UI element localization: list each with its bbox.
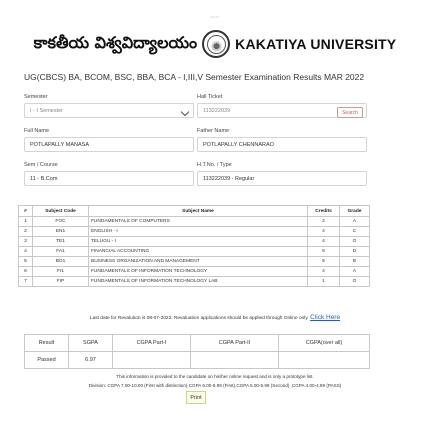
- grades-header-row: [19, 206, 370, 217]
- english-title: KAKATIYA UNIVERSITY: [235, 36, 397, 52]
- subject-code: BO1: [33, 257, 89, 267]
- grade: A: [340, 267, 370, 277]
- cgpa-part2-value: [191, 352, 279, 369]
- full-name-field: [24, 128, 194, 152]
- cgpa-overall-value: [279, 352, 370, 369]
- summary-header-row: [25, 335, 370, 352]
- sem-course-field: [24, 162, 194, 186]
- subject-name: FUNDAMENTALS OF COMPUTERS: [89, 217, 308, 227]
- subject-code: FI1: [33, 267, 89, 277]
- col-header-number: #: [19, 206, 33, 217]
- credits: 4: [308, 237, 340, 247]
- semester-value: I - I Semester: [30, 107, 64, 114]
- grade: D: [340, 247, 370, 257]
- semester-select[interactable]: [24, 103, 194, 118]
- print-button[interactable]: Print: [186, 391, 206, 404]
- row-number: 7: [19, 277, 33, 287]
- revaluation-notice: [0, 314, 430, 321]
- subject-name: BUSINESS ORGANIZATION AND MANAGEMENT: [89, 257, 308, 267]
- result-summary-table: [24, 334, 370, 369]
- sem-course-value: 11 - B.Com: [30, 175, 58, 182]
- row-number: 4: [19, 247, 33, 257]
- summary-header-cgpa-part2: CGPA Part-II: [191, 335, 279, 352]
- revaluation-text: Last date for Revalution is 08-07-2022. Revaluation applications should be applied through Online only.: [89, 316, 309, 321]
- semester-field: [24, 94, 194, 118]
- sem-course-input[interactable]: [24, 171, 194, 186]
- table-row: [19, 217, 370, 227]
- row-number: 5: [19, 257, 33, 267]
- sgpa-value: 6.97: [69, 352, 113, 369]
- subject-code: TE1: [33, 237, 89, 247]
- credits: 5: [308, 257, 340, 267]
- grade: O: [340, 277, 370, 287]
- table-row: [19, 227, 370, 237]
- hall-ticket-field: [197, 94, 367, 118]
- hall-ticket-label: Hall Ticket: [197, 94, 223, 100]
- top-mark: •••••: [210, 14, 220, 19]
- htno-type-input[interactable]: [197, 171, 367, 186]
- full-name-label: Full Name: [24, 128, 50, 134]
- telugu-title: కాకతీయ విశ్వవిద్యాలయం: [33, 32, 198, 52]
- table-row: [19, 237, 370, 247]
- subject-name: FUNDAMENTALS OF INFORMATION TECHNOLOGY LAB: [89, 277, 308, 287]
- credits: 4: [308, 267, 340, 277]
- subject-name: FUNDAMENTALS OF INFORMATION TECHNOLOGY: [89, 267, 308, 277]
- subject-name: ENGLISH - I: [89, 227, 308, 237]
- university-header: [0, 24, 430, 64]
- credits: 5: [308, 247, 340, 257]
- col-header-credits: Credits: [308, 206, 340, 217]
- hall-ticket-placeholder: 113222039: [203, 107, 231, 114]
- exam-subtitle: UG(CBCS) BA, BCOM, BSC, BBA, BCA - I,III,V Semester Examination Results MAR 2022: [24, 72, 365, 82]
- credits: 1: [308, 277, 340, 287]
- full-name-input[interactable]: [24, 137, 194, 152]
- father-name-label: Father Name: [197, 128, 230, 134]
- table-row: [19, 247, 370, 257]
- credits: 4: [308, 227, 340, 237]
- subject-name: FINANCIAL ACCOUNTING: [89, 247, 308, 257]
- table-row: [19, 257, 370, 267]
- semester-label: Semester: [24, 94, 48, 100]
- summary-header-sgpa: SGPA: [69, 335, 113, 352]
- father-name-field: [197, 128, 367, 152]
- summary-header-result: Result: [25, 335, 69, 352]
- subject-code: FOC: [33, 217, 89, 227]
- cgpa-part1-value: [113, 352, 191, 369]
- summary-value-row: [25, 352, 370, 369]
- row-number: 1: [19, 217, 33, 227]
- htno-type-field: [197, 162, 367, 186]
- htno-type-label: H.T.No. / Type: [197, 162, 232, 168]
- prototype-note: This information is provided to the candidate on his/her online request and is only a prototype list.: [116, 374, 314, 379]
- row-number: 6: [19, 267, 33, 277]
- credits: 2: [308, 217, 340, 227]
- htno-type-value: 113222039 - Regular: [203, 175, 255, 182]
- table-row: [19, 267, 370, 277]
- click-here-link[interactable]: Click Here: [310, 314, 341, 321]
- subject-code: EN1: [33, 227, 89, 237]
- grade: A: [340, 217, 370, 227]
- grade: C: [340, 227, 370, 237]
- search-button[interactable]: Search: [337, 107, 363, 118]
- col-header-subject-code: Subject Code: [33, 206, 89, 217]
- summary-header-cgpa-part1: CGPA Part-I: [113, 335, 191, 352]
- division-note: Division: CGPA 7.00-10.00 (First with distinction),CGPA 6.00-6.99 (First),CGPA 5.00-5.99 (Second) ,CGPA 4.00-4.99 (PASS): [88, 383, 342, 388]
- grade: B: [340, 257, 370, 267]
- full-name-value: POTLAPALLY MANASA: [30, 141, 89, 148]
- father-name-input[interactable]: [197, 137, 367, 152]
- subject-code: FIP: [33, 277, 89, 287]
- grade: O: [340, 237, 370, 247]
- grades-table: [18, 205, 370, 287]
- row-number: 3: [19, 237, 33, 247]
- col-header-subject-name: Subject Name: [89, 206, 308, 217]
- table-row: [19, 277, 370, 287]
- row-number: 2: [19, 227, 33, 237]
- summary-header-cgpa-overall: CGPA(over all): [279, 335, 370, 352]
- university-seal-icon: [202, 30, 230, 58]
- result-value: Passed: [25, 352, 69, 369]
- father-name-value: POTLAPALLY CHENNARAO: [203, 141, 274, 148]
- subject-name: TELUGU - I: [89, 237, 308, 247]
- col-header-grade: Grade: [340, 206, 370, 217]
- subject-code: FA1: [33, 247, 89, 257]
- sem-course-label: Sem / Course: [24, 162, 58, 168]
